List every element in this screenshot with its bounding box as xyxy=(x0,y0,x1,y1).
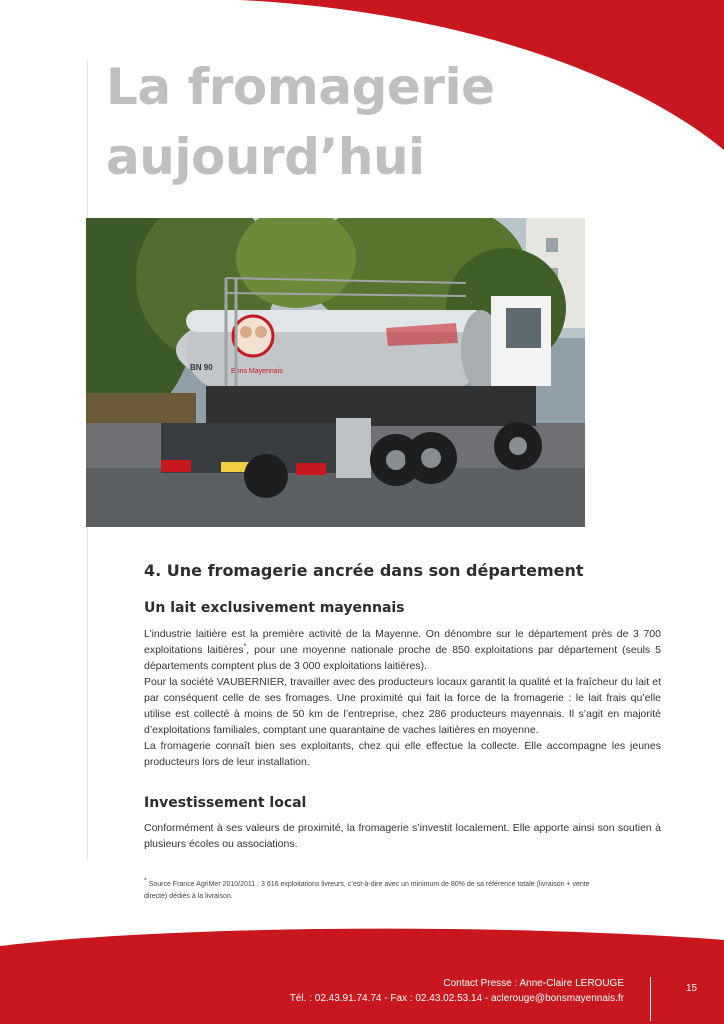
paragraph-investissement: Conformément à ses valeurs de proximité, la fromagerie s’investit localement. Elle apporte ainsi son soutien à plusieurs écoles ou associations. xyxy=(144,822,661,850)
press-contact-name: Contact Presse : Anne-Claire LEROUGE xyxy=(443,978,624,989)
footnote xyxy=(144,879,614,903)
milk-tanker-photo xyxy=(86,218,585,527)
press-contact xyxy=(290,976,624,1006)
tank-code-label: BN 90 xyxy=(190,363,213,372)
footer-divider xyxy=(650,977,651,1021)
subheading-lait-mayennais: Un lait exclusivement mayennais xyxy=(144,600,405,616)
page-title xyxy=(106,52,495,192)
press-contact-details: Tél. : 02.43.91.74.74 - Fax : 02.43.02.53.14 - aclerouge@bonsmayennais.fr xyxy=(289,993,624,1004)
body-text-investissement xyxy=(144,820,661,852)
paragraph-industrie: L’industrie laitière est la première activité de la Mayenne. On dénombre sur le département près de 3 700 exploitations laitières*, pour une moyenne nationale proche de 850 exploitations par département (seuls 5 départements comptent plus de 3 000 exploitations laitières). xyxy=(144,628,661,672)
page-title-line1: La fromagerie xyxy=(106,58,495,116)
page-number: 15 xyxy=(686,983,698,994)
page-title-line2: aujourd’hui xyxy=(106,128,425,186)
body-text-lait xyxy=(144,626,661,770)
footnote-text: Source France AgriMer 2010/2011 : 3 616 exploitations livreurs, c’est-à-dire avec un minimum de 80% de sa référence totale (livraison + vente directe) dédiés à la livraison. xyxy=(144,881,590,900)
footnote-marker: * xyxy=(243,643,247,651)
section-heading: 4. Une fromagerie ancrée dans son département xyxy=(144,561,584,580)
tank-brand-label: Bons Mayennais xyxy=(231,368,283,375)
footnote-mark: * xyxy=(144,877,147,885)
subheading-investissement: Investissement local xyxy=(144,795,307,811)
footer-red-band xyxy=(0,920,724,1024)
paragraph-vaubernier: Pour la société VAUBERNIER, travailler avec des producteurs locaux garantit la qualité et la fraîcheur du lait et par conséquent celle de ses fromages. Une proximité qui fait la force de la fromagerie : le lait frais qu’elle utilise est collecté à moins de 50 km de l’entreprise, chez 286 producteurs mayennais. Il s’agit en majorité d’exploitations familiales, comptant une quarantaine de vaches laitières en moyenne. xyxy=(144,676,661,736)
paragraph-exploitants: La fromagerie connaît bien ses exploitants, chez qui elle effectue la collecte. Elle accompagne les jeunes producteurs lors de leur installation. xyxy=(144,740,661,768)
